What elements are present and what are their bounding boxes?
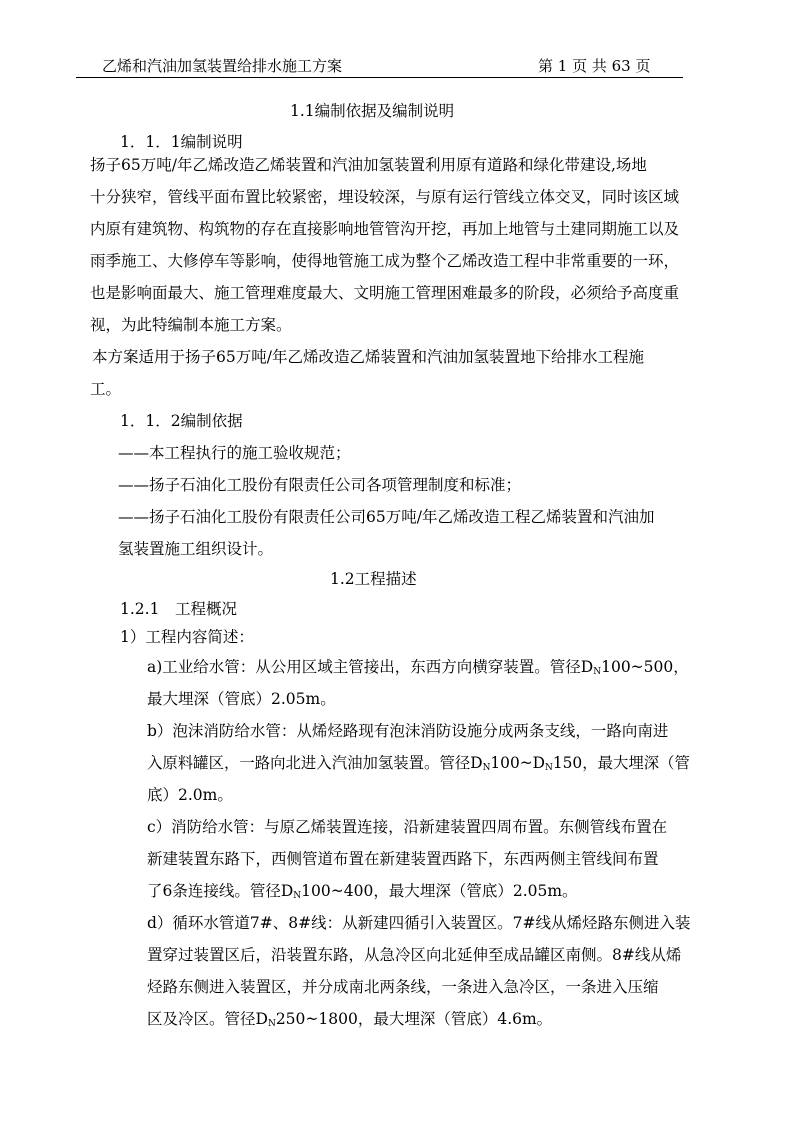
item-a-line-1: a)工业给水管：从公用区域主管接出，东西方向横穿装置。管径$D_N100\sim 500$，	[147, 658, 689, 677]
item-c-line-3: 了6条连接线。管径$D_N100\sim 400$，最大埋深（管底）2.05m。	[147, 882, 578, 901]
item1-title: 1）工程内容简述：	[120, 628, 254, 646]
subsection-title-1-1-2: 1．1．2编制依据	[120, 412, 243, 430]
item-d-line-1: d）循环水管道7#、8#线：从新建四循引入装置区。7#线从烯烃路东侧进入装	[147, 914, 691, 932]
item-d-line-3: 烃路东侧进入装置区，并分成南北两条线，一条进入急冷区，一条进入压缩	[147, 978, 659, 996]
item-b-line-3: 底）2.0m。	[147, 786, 233, 804]
para1-line: 视，为此特编制本施工方案。	[90, 316, 292, 334]
item-d-line-4: 区及冷区。管径$D_N250\sim 1800$，最大埋深（管底）4.6m。	[147, 1010, 553, 1029]
header-rule	[76, 77, 683, 78]
para1-line: 内原有建筑物、构筑物的存在直接影响地管管沟开挖，再加上地管与土建同期施工以及	[90, 220, 680, 238]
subsection-title-1-2-1: 1.2.1 工程概况	[120, 600, 237, 618]
item-b-line-2: 入原料罐区，一路向北进入汽油加氢装置。管径$D_N100\sim D_N150$，最大埋深（管	[147, 754, 690, 773]
section-title-1-2: 1.2工程描述	[330, 570, 417, 588]
header-doc-title: 乙烯和汽油加氢装置给排水施工方案	[102, 57, 343, 75]
basis-line: ——扬子石油化工股份有限责任公司各项管理制度和标准；	[118, 476, 522, 494]
para1-line: 也是影响面最大、施工管理难度最大、文明施工管理困难最多的阶段，必须给予高度重	[90, 284, 680, 302]
basis-line: ——扬子石油化工股份有限责任公司65万吨/年乙烯改造工程乙烯装置和汽油加	[118, 508, 655, 526]
item-c-line-2: 新建装置东路下，西侧管道布置在新建装置西路下，东西两侧主管线间布置	[147, 850, 659, 868]
para1-line: 扬子65万吨/年乙烯改造乙烯装置和汽油加氢装置利用原有道路和绿化带建设,场地	[90, 156, 647, 174]
item-a-line-2: 最大埋深（管底）2.05m。	[147, 690, 336, 708]
section-title-1-1: 1.1编制依据及编制说明	[290, 102, 455, 120]
para1-line: 十分狭窄，管线平面布置比较紧密，埋设较深，与原有运行管线立体交叉，同时该区域	[90, 188, 680, 206]
item-d-line-2: 置穿过装置区后，沿装置东路，从急冷区向北延伸至成品罐区南侧。8#线从烯	[147, 946, 682, 964]
basis-line: 氢装置施工组织设计。	[118, 540, 274, 558]
item-c-line-1: c）消防给水管：与原乙烯装置连接，沿新建装置四周布置。东侧管线布置在	[147, 818, 668, 836]
subsection-title-1-1-1: 1．1．1编制说明	[120, 133, 243, 151]
item-b-line-1: b）泡沫消防给水管：从烯烃路现有泡沫消防设施分成两条支线，一路向南进	[147, 722, 669, 740]
basis-line: ——本工程执行的施工验收规范；	[118, 444, 351, 462]
header-page-info: 第 1 页 共 63 页	[538, 57, 651, 75]
para1-line: 雨季施工、大修停车等影响，使得地管施工成为整个乙烯改造工程中非常重要的一环，	[90, 252, 680, 270]
para2-line: 本方案适用于扬子65万吨/年乙烯改造乙烯装置和汽油加氢装置地下给排水工程施	[92, 348, 644, 366]
para2-line: 工。	[90, 380, 122, 398]
